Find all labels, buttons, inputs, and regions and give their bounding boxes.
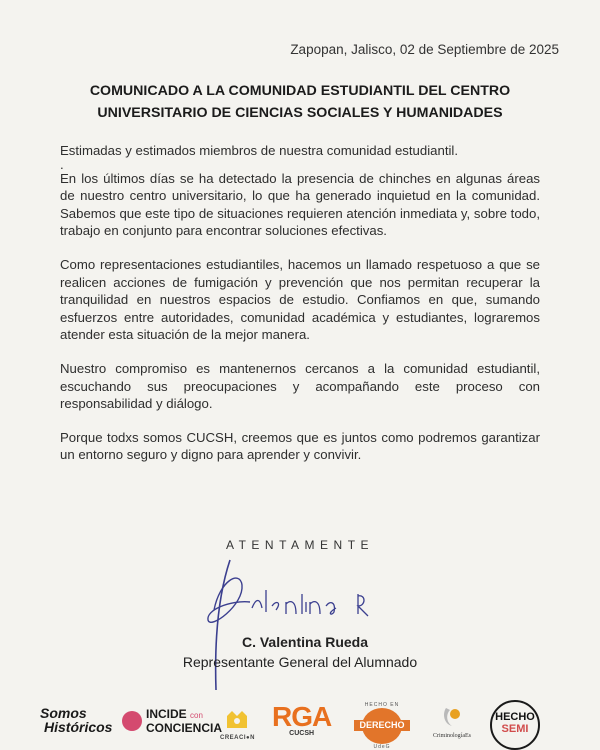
rga-sub: CUCSH [289,730,315,737]
closing-atentamente: ATENTAMENTE [225,538,375,552]
incide-sub: CONCIENCIA [146,721,223,735]
derecho-word: DERECHO [354,720,410,731]
logo-strip [0,700,600,750]
paragraph-3: Nuestro compromiso es mantenernos cercanos a la comunidad estudiantil, escuchando sus preocupaciones y acompañando este proceso con responsabilidad y diálogo. [60,360,540,412]
letter-date: Zapopan, Jalisco, 02 de Septiembre de 2025 [290,42,559,57]
somos-historicos-logo [40,706,112,734]
derecho-top: HECHO EN [364,702,400,708]
hecho-en-el-semi-logo [490,700,540,750]
hecho-b: SEMI [501,723,529,735]
handwritten-signature [190,550,410,700]
signer-name: C. Valentina Rueda [241,634,369,650]
creacion-caption: CREACI●N [220,735,255,741]
paragraph-1: En los últimos días se ha detectado la presencia de chinches en algunas áreas de nuestro centro universitario, lo que ha generado inquietud en la comunidad. Sabemos que este tipo de situaciones requieren atención inmediata y, sobre todo, trabajo en conjunto para encontrar soluciones efectivas. [60,170,540,239]
incide-con: con [190,711,203,720]
rga-text: RGA [272,701,332,732]
incide-main: INCIDE [146,707,187,721]
title-line-2: UNIVERSITARIO DE CIENCIAS SOCIALES Y HUMANIDADES [97,105,503,121]
derecho-circle [359,708,405,744]
creacion-logo [220,708,255,741]
paragraph-2: Como representaciones estudiantiles, hacemos un llamado respetuoso a que se realicen acciones de fumigación y prevención que nos permitan recuperar la tranquilidad en nuestros espacios de estudio. Confiamos en que, sumando esfuerzos entre autoridades, comunidad académica y estudiantes, lograremos atender esta situación de la mejor manera. [60,256,540,343]
criminologia-text: CriminologíaEs [433,733,471,739]
rga-cucsh-logo [272,702,331,737]
incide-logo-text [146,708,222,734]
criminologia-symbol-icon [440,704,464,728]
derecho-sub: UdeG [373,744,391,750]
creacion-mark-icon [224,708,250,730]
incide-conciencia-logo [122,708,222,734]
separator-dot: . [60,156,64,172]
hecho-en-derecho-logo [352,702,412,750]
paragraph-4: Porque todxs somos CUCSH, creemos que es juntos como podremos garantizar un entorno seguro y digno para aprender y convivir. [60,429,540,463]
signer-role: Representante General del Alumnado [182,654,418,670]
title-line-1: COMUNICADO A LA COMUNIDAD ESTUDIANTIL DEL CENTRO [89,83,511,99]
letter-title [40,80,560,124]
somos-logo-line2: Históricos [44,719,113,735]
criminologia-logo [424,704,480,739]
letter-body [60,142,540,464]
greeting: Estimadas y estimados miembros de nuestra comunidad estudiantil. [60,143,459,158]
hecho-a: HECHO [495,711,535,723]
brain-icon [122,711,142,731]
somos-logo-line1: Somos [40,705,87,721]
